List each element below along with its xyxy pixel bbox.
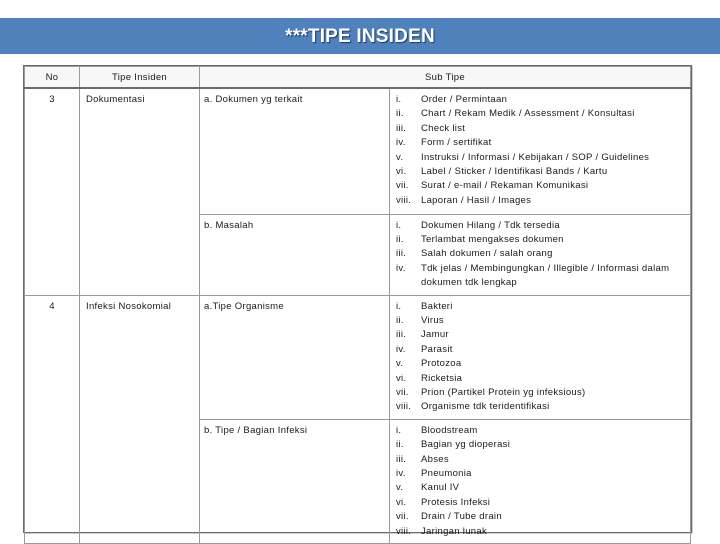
- header-no: No: [25, 67, 80, 89]
- sub-type-list: [390, 214, 691, 295]
- item-text: Surat / e-mail / Rekaman Komunikasi: [421, 180, 589, 192]
- item-numeral: i.: [396, 424, 402, 436]
- list-item: [396, 357, 686, 371]
- item-text: Bloodstream: [421, 424, 478, 436]
- table-row: [25, 295, 691, 419]
- item-text: Instruksi / Informasi / Kebijakan / SOP / Guidelines: [421, 151, 650, 163]
- item-text: Prion (Partikel Protein yg infeksious): [421, 386, 586, 398]
- list-item: [396, 453, 686, 467]
- list-item: [396, 525, 686, 539]
- list-item: [396, 467, 686, 481]
- item-numeral: viii.: [396, 401, 412, 413]
- list-item: [396, 151, 686, 165]
- list-item: [396, 194, 686, 208]
- item-text: Laporan / Hasil / Images: [421, 194, 532, 206]
- list-item: [396, 438, 686, 452]
- list-item: [396, 262, 686, 291]
- list-item: [396, 328, 686, 342]
- list-item: [396, 136, 686, 150]
- sub-group-label: a.Tipe Organisme: [200, 295, 390, 419]
- item-numeral: vi.: [396, 166, 407, 178]
- list-item: [396, 247, 686, 261]
- list-item: [396, 343, 686, 357]
- item-numeral: i.: [396, 94, 402, 105]
- item-text: Check list: [421, 122, 466, 134]
- item-numeral: ii.: [396, 233, 404, 245]
- item-text: Terlambat mengakses dokumen: [421, 233, 564, 245]
- item-text: Parasit: [421, 343, 453, 355]
- list-item: [396, 481, 686, 495]
- item-numeral: iv.: [396, 343, 406, 355]
- incident-type: Dokumentasi: [80, 88, 200, 295]
- incident-type-table: [23, 65, 692, 537]
- item-numeral: vii.: [396, 180, 409, 192]
- item-text: Organisme tdk teridentifikasi: [421, 401, 550, 413]
- item-numeral: vi.: [396, 372, 407, 384]
- page-title: ***TIPE INSIDEN: [285, 26, 435, 47]
- item-numeral: ii.: [396, 314, 404, 326]
- sub-type-list: [390, 295, 691, 419]
- item-text: Ricketsia: [421, 372, 463, 384]
- sub-type-list: [390, 419, 691, 543]
- item-numeral: i.: [396, 219, 402, 231]
- item-text: Protozoa: [421, 358, 462, 370]
- item-numeral: i.: [396, 300, 402, 312]
- item-numeral: ii.: [396, 108, 404, 120]
- item-numeral: iv.: [396, 137, 406, 149]
- item-numeral: viii.: [396, 194, 412, 206]
- item-text: Label / Sticker / Identifikasi Bands / Kartu: [421, 166, 608, 178]
- item-text: Order / Permintaan: [421, 94, 508, 105]
- item-numeral: iii.: [396, 329, 407, 341]
- list-item: [396, 179, 686, 193]
- list-item: [396, 165, 686, 179]
- list-item: [396, 93, 686, 107]
- item-text: Jamur: [421, 329, 449, 341]
- item-numeral: v.: [396, 151, 404, 163]
- list-item: [396, 314, 686, 328]
- incident-type: Infeksi Nosokomial: [80, 295, 200, 544]
- list-item: [396, 219, 686, 233]
- item-text: Salah dokumen / salah orang: [421, 248, 553, 260]
- item-numeral: iii.: [396, 453, 407, 465]
- list-item: [396, 400, 686, 414]
- list-item: [396, 496, 686, 510]
- table-row: [25, 88, 691, 214]
- list-item: [396, 510, 686, 524]
- item-text: Kanul IV: [421, 482, 460, 494]
- list-item: [396, 122, 686, 136]
- item-text: Pneumonia: [421, 468, 472, 479]
- item-text: Form / sertifikat: [421, 137, 492, 149]
- header-tipe-insiden: Tipe Insiden: [80, 67, 200, 89]
- item-numeral: vi.: [396, 496, 407, 508]
- list-item: [396, 386, 686, 400]
- item-text: Abses: [421, 453, 449, 465]
- item-numeral: iv.: [396, 468, 406, 479]
- list-item: [396, 233, 686, 247]
- row-number: 4: [25, 295, 80, 544]
- item-numeral: vii.: [396, 386, 409, 398]
- sub-type-list: [390, 88, 691, 214]
- item-text: Jaringan lunak: [421, 525, 487, 537]
- item-text: Protesis Infeksi: [421, 496, 491, 508]
- item-numeral: v.: [396, 358, 404, 370]
- item-numeral: iv.: [396, 262, 406, 274]
- item-text: Dokumen Hilang / Tdk tersedia: [421, 219, 560, 231]
- sub-group-label: b. Masalah: [200, 214, 390, 295]
- item-numeral: vii.: [396, 511, 409, 523]
- sub-group-label: b. Tipe / Bagian Infeksi: [200, 419, 390, 543]
- item-text: Chart / Rekam Medik / Assessment / Konsultasi: [421, 108, 635, 120]
- sub-group-label: a. Dokumen yg terkait: [200, 88, 390, 214]
- list-item: [396, 300, 686, 314]
- item-numeral: v.: [396, 482, 404, 494]
- list-item: [396, 424, 686, 438]
- item-text: Drain / Tube drain: [421, 511, 502, 523]
- list-item: [396, 372, 686, 386]
- item-numeral: iii.: [396, 122, 407, 134]
- item-text: Virus: [421, 314, 444, 326]
- item-text: Bakteri: [421, 300, 453, 312]
- header-row: [25, 67, 691, 89]
- item-numeral: iii.: [396, 248, 407, 260]
- item-numeral: viii.: [396, 525, 412, 537]
- header-sub-tipe: Sub Tipe: [200, 67, 691, 89]
- item-numeral: ii.: [396, 439, 404, 451]
- row-number: 3: [25, 88, 80, 295]
- item-text: Bagian yg dioperasi: [421, 439, 511, 451]
- item-text: Tdk jelas / Membingungkan / Illegible / Informasi dalam dokumen tdk lengkap: [421, 262, 670, 289]
- list-item: [396, 107, 686, 121]
